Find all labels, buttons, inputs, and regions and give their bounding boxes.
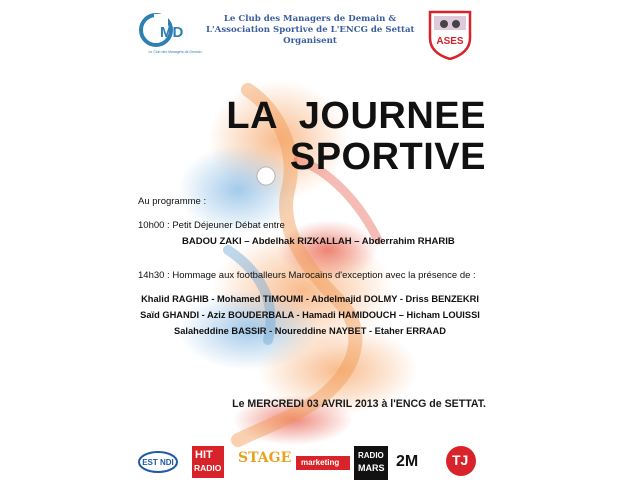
sponsor-marketing-text: marketing bbox=[301, 458, 340, 467]
sponsor-radio-mars-top-text: RADIO bbox=[358, 451, 384, 460]
ases-logo-text: ASES bbox=[436, 36, 464, 47]
club-managers-logo bbox=[136, 10, 202, 56]
players-line-2: Saïd GHANDI - Aziz BOUDERBALA - Hamadi HAMIDOUCH – Hicham LOUISSI bbox=[140, 310, 480, 320]
club-logo-caption: Le Club des Managers de Demain bbox=[148, 50, 202, 54]
event-title bbox=[216, 96, 486, 178]
club-logo-letters: MD bbox=[160, 24, 184, 41]
program-slot-1-speakers: BADOU ZAKI – Abdelhak RIZKALLAH – Abderrahim RHARIB bbox=[182, 236, 455, 247]
program-slot-2: 14h30 : Hommage aux footballeurs Marocains d'exception avec la présence de : bbox=[138, 270, 476, 281]
players-line-3: Salaheddine BASSIR - Noureddine NAYBET - Etaher ERRAAD bbox=[174, 326, 446, 336]
sponsor-stage-text: STAGE bbox=[238, 450, 292, 466]
organizers-line-1: Le Club des Managers de Demain & bbox=[223, 14, 397, 24]
event-poster bbox=[128, 0, 492, 490]
sponsor-radio-text: RADIO bbox=[194, 463, 222, 473]
poster-header bbox=[128, 6, 492, 66]
players-line-1: Khalid RAGHIB - Mohamed TIMOUMI - Abdelmajid DOLMY - Driss BENZEKRI bbox=[141, 294, 479, 304]
sponsor-radio-mars-logo bbox=[354, 446, 388, 480]
program-label: Au programme : bbox=[138, 196, 207, 207]
organizers-line-3: Organisent bbox=[283, 36, 337, 46]
event-date-location: Le MERCREDI 03 AVRIL 2013 à l'ENCG de SETTAT. bbox=[232, 398, 486, 410]
sponsor-tj-text: TJ bbox=[452, 452, 469, 468]
sponsor-tj-logo bbox=[446, 446, 476, 476]
program-slot-1: 10h00 : Petit Déjeuner Débat entre bbox=[138, 220, 285, 231]
sponsor-marketing-logo bbox=[296, 456, 350, 470]
organizers-text bbox=[206, 14, 414, 47]
organizers-line-2: L'Association Sportive de L'ENCG de Settat bbox=[206, 25, 415, 35]
ases-shield-logo bbox=[424, 8, 476, 60]
sponsor-est-ndi-text: EST NDI bbox=[142, 458, 174, 467]
sponsor-hit-text: HIT bbox=[195, 449, 213, 461]
sponsor-logos bbox=[128, 444, 492, 486]
sponsor-radio-mars-bottom-text: MARS bbox=[358, 463, 385, 473]
sponsor-2m-text: 2M bbox=[396, 453, 419, 470]
sponsor-hit-radio-logo bbox=[192, 446, 224, 478]
event-title-line-2: SPORTIVE bbox=[289, 136, 486, 178]
event-title-line-1: LA JOURNEE bbox=[226, 95, 486, 137]
sponsor-stage-logo bbox=[236, 450, 292, 476]
sponsor-2m-logo bbox=[396, 452, 430, 474]
sponsor-est-ndi-logo bbox=[138, 450, 178, 474]
